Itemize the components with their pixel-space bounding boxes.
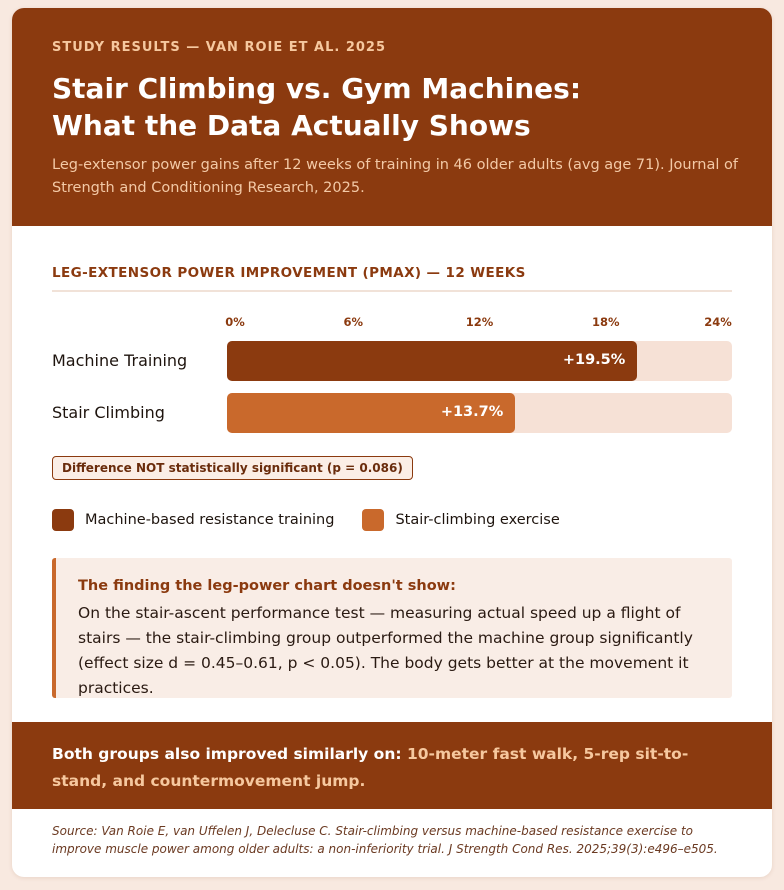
significance-badge: Difference NOT statistically significant (p = 0.086) bbox=[52, 456, 413, 480]
bar-track bbox=[227, 341, 732, 381]
footer-highlight: 10-meter fast walk, 5-rep sit-to-stand, and countermovement jump. bbox=[52, 745, 689, 790]
category-label: Machine Training bbox=[52, 351, 188, 370]
page-title: Stair Climbing vs. Gym Machines: What the Data Actually Shows bbox=[52, 72, 582, 142]
callout-title: The finding the leg-power chart doesn't show: bbox=[78, 578, 456, 594]
x-tick-label: 0% bbox=[225, 315, 245, 329]
category-label: Stair Climbing bbox=[52, 403, 165, 422]
bar-track bbox=[227, 393, 732, 433]
x-tick-label: 24% bbox=[704, 315, 732, 329]
legend-item-stair bbox=[362, 509, 559, 531]
footer-text bbox=[52, 741, 732, 795]
finding-callout bbox=[52, 558, 732, 698]
footer-band bbox=[12, 722, 772, 809]
header-band bbox=[12, 8, 772, 226]
chart-title: LEG-EXTENSOR POWER IMPROVEMENT (PMAX) — 12 WEEKS bbox=[52, 265, 526, 281]
eyebrow-label: STUDY RESULTS — VAN ROIE ET AL. 2025 bbox=[52, 40, 387, 55]
legend-label-machine: Machine-based resistance training bbox=[85, 512, 335, 528]
legend-swatch-stair bbox=[362, 509, 384, 531]
callout-body: On the stair-ascent performance test — measuring actual speed up a flight of stairs — the stair-climbing group outperformed the machine group significantly (effect size d = 0.45–0.61, p < 0.05). The body gets better at the movement it practices. bbox=[78, 604, 693, 697]
power-bar-chart bbox=[12, 308, 772, 448]
section-divider bbox=[52, 290, 732, 292]
source-citation: Source: Van Roie E, van Uffelen J, Delecluse C. Stair-climbing versus machine-based resistance exercise to improve muscle power among older adults: a non-inferiority trial. J Strength Cond Res. 2025;39(3):e496–e505. bbox=[52, 824, 718, 856]
infographic-card bbox=[12, 8, 772, 877]
legend-label-stair: Stair-climbing exercise bbox=[395, 512, 560, 528]
bar-value-label: +13.7% bbox=[440, 404, 504, 420]
legend-item-machine bbox=[52, 509, 334, 531]
x-tick-label: 18% bbox=[591, 315, 620, 329]
chart-legend bbox=[52, 507, 588, 533]
x-tick-label: 6% bbox=[343, 315, 364, 329]
page-subtitle: Leg-extensor power gains after 12 weeks of training in 46 older adults (avg age 71). Journal of Strength and Conditioning Research, 2025. bbox=[52, 157, 738, 196]
footer-lead: Both groups also improved similarly on: bbox=[52, 745, 407, 763]
bar-value-label: +19.5% bbox=[562, 352, 626, 368]
x-tick-label: 12% bbox=[465, 315, 494, 329]
legend-swatch-machine bbox=[52, 509, 74, 531]
